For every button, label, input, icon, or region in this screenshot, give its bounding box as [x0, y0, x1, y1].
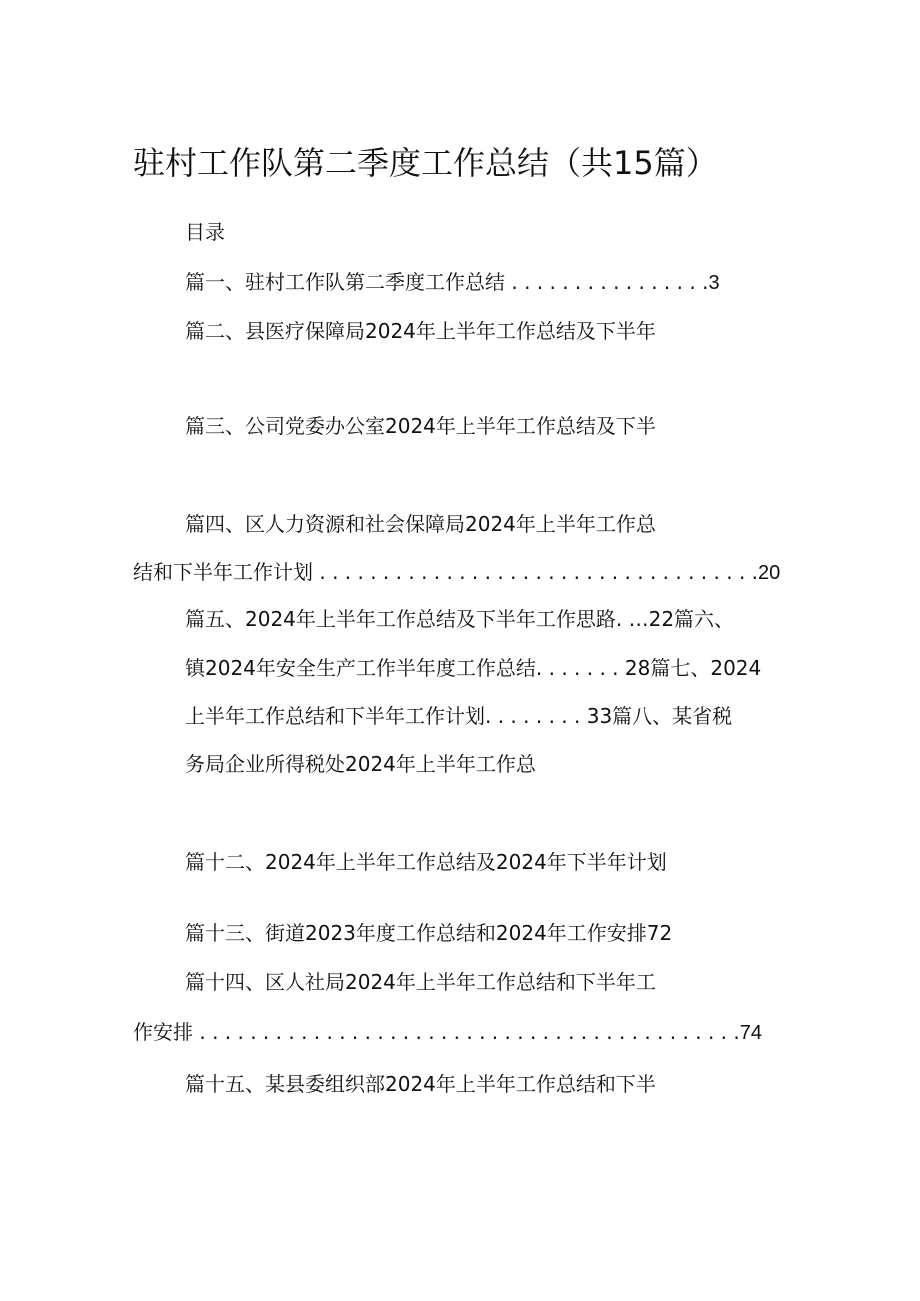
toc-entry-6[interactable]: [185, 654, 761, 682]
toc-entry-3[interactable]: [185, 412, 656, 440]
toc-page-number: 3: [708, 272, 720, 294]
toc-entry-text: 篇十四、区人社局2024年上半年工作总结和下半年工: [185, 970, 656, 994]
toc-page-number: 20: [758, 562, 781, 584]
toc-entry-8[interactable]: [185, 750, 536, 778]
toc-entry-12[interactable]: [185, 848, 667, 876]
toc-entry-text: 篇四、区人力资源和社会保障局2024年上半年工作总: [185, 512, 656, 536]
toc-entry-4-continued[interactable]: [133, 558, 780, 587]
toc-entry-text: 篇一、驻村工作队第二季度工作总结: [185, 270, 505, 294]
toc-entry-4[interactable]: [185, 510, 656, 538]
toc-entry-text: 篇三、公司党委办公室2024年上半年工作总结及下半: [185, 414, 656, 438]
toc-entry-2[interactable]: [185, 317, 656, 345]
toc-entry-7[interactable]: [185, 702, 732, 730]
toc-entry-text: 篇十二、2024年上半年工作总结及2024年下半年计划: [185, 850, 667, 874]
toc-entry-text: 篇五、2024年上半年工作总结及下半年工作思路. …22篇六、: [185, 607, 735, 631]
toc-entry-15[interactable]: [185, 1070, 656, 1098]
toc-entry-14-continued[interactable]: [133, 1018, 762, 1047]
toc-entry-14[interactable]: [185, 968, 656, 996]
toc-entry-text: 篇十五、某县委组织部2024年上半年工作总结和下半: [185, 1072, 656, 1096]
toc-entry-5[interactable]: [185, 605, 734, 633]
toc-entry-text: 篇二、县医疗保障局2024年上半年工作总结及下半年: [185, 319, 656, 343]
toc-entry-1[interactable]: [185, 268, 720, 297]
document-title: 驻村工作队第二季度工作总结（共15篇）: [133, 144, 718, 182]
toc-entry-text: 上半年工作总结和下半年工作计划. . . . . . . . 33篇八、某省税: [185, 704, 733, 728]
toc-entry-text: 作安排: [133, 1020, 193, 1044]
toc-entry-text: 镇2024年安全生产工作半年度工作总结. . . . . . . 28篇七、2024: [185, 656, 762, 680]
toc-entry-13[interactable]: [185, 919, 672, 947]
toc-entry-text: 务局企业所得税处2024年上半年工作总: [185, 752, 536, 776]
toc-page-number: 74: [739, 1022, 762, 1044]
toc-leader: . . . . . . . . . . . . . . . .: [505, 270, 709, 294]
toc-heading: 目录: [185, 220, 225, 244]
toc-entry-text: 篇十三、街道2023年度工作总结和2024年工作安排72: [185, 921, 673, 945]
toc-leader: . . . . . . . . . . . . . . . . . . . . . . . . . . . . . . . . . . . . . . . . . . .: [193, 1020, 740, 1044]
toc-entry-text: 结和下半年工作计划: [133, 560, 313, 584]
toc-leader: . . . . . . . . . . . . . . . . . . . . . . . . . . . . . . . . . . .: [313, 560, 759, 584]
